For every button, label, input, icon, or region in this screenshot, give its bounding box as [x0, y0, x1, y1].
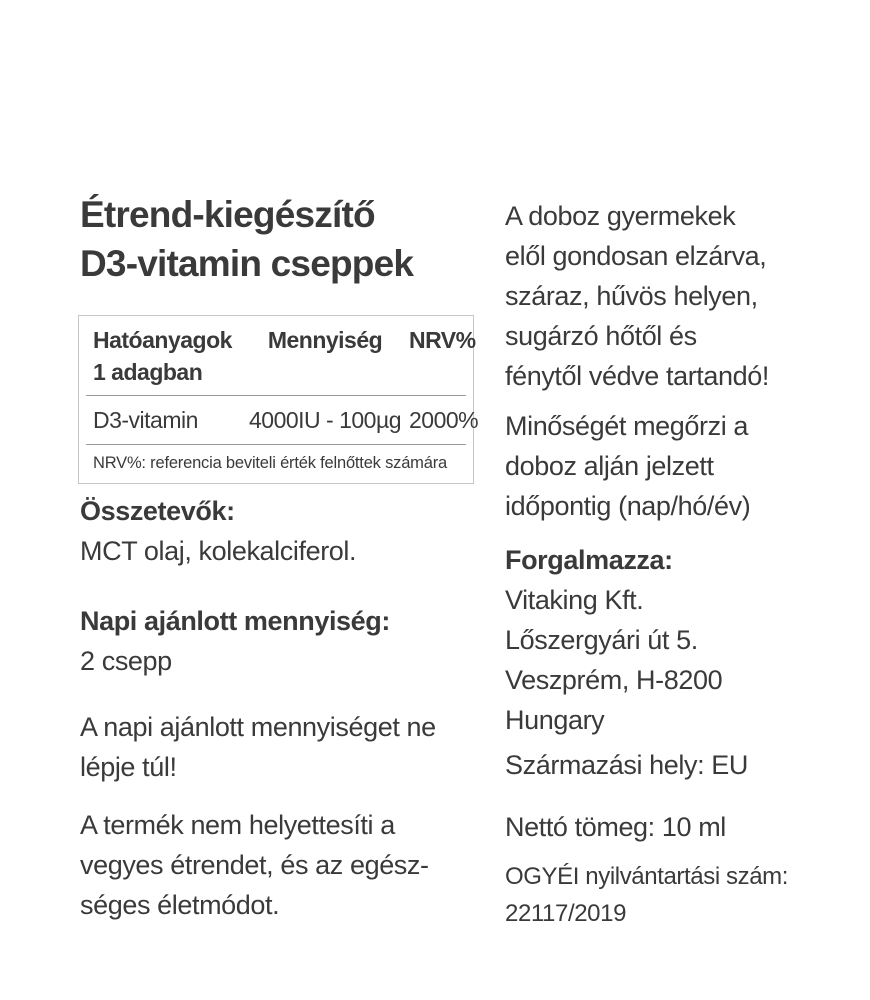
- dosage-text: 2 csepp: [80, 646, 172, 676]
- distributor-heading: Forgalmazza:: [505, 545, 673, 575]
- dosage-heading: Napi ajánlott mennyiség:: [80, 606, 390, 636]
- storage-instructions: A doboz gyermekek elől gondosan elzárva, száraz, hűvös helyen, sugárzó hőtől és fénytől védve tartandó!: [505, 201, 769, 391]
- dosage-section: [80, 601, 490, 681]
- overdose-warning: A napi ajánlott mennyiséget ne lépje túl!: [80, 712, 436, 782]
- table-header-ingredients: Hatóanyagok 1 adagban: [93, 327, 232, 385]
- origin-note: Származási hely: EU: [505, 750, 748, 780]
- ingredients-text: MCT olaj, kolekalciferol.: [80, 536, 357, 566]
- cell-nrv: 2000%: [409, 407, 479, 433]
- distributor-section: [505, 540, 825, 740]
- table-header-row: [86, 316, 476, 395]
- ingredients-table: [78, 315, 479, 484]
- diet-disclaimer: A termék nem helyettesíti a vegyes étrendet, és az egész- séges életmódot.: [80, 810, 429, 920]
- product-title: Étrend-kiegészítő D3-vitamin cseppek: [80, 194, 414, 284]
- net-volume: Nettó tömeg: 10 ml: [505, 812, 726, 842]
- table-header-amount: Mennyiség: [267, 327, 383, 353]
- ingredients-heading: Összetevők:: [80, 496, 235, 526]
- table-row: [86, 396, 479, 444]
- ingredients-section: [80, 491, 490, 571]
- cell-ingredient-name: D3-vitamin: [93, 407, 198, 433]
- shelf-life-note: Minőségét megőrzi a doboz alján jelzett időpontig (nap/hó/év): [505, 411, 751, 521]
- registration-number: OGYÉI nyilvántartási szám: 22117/2019: [505, 863, 789, 927]
- table-footnote: NRV%: referencia beviteli érték felnőttek számára: [93, 454, 447, 472]
- cell-amount: 4000IU - 100µg: [248, 407, 402, 433]
- table-header-nrv: NRV%: [409, 327, 476, 353]
- distributor-address: Vitaking Kft. Lőszergyári út 5. Veszprém, H-8200 Hungary: [505, 585, 723, 735]
